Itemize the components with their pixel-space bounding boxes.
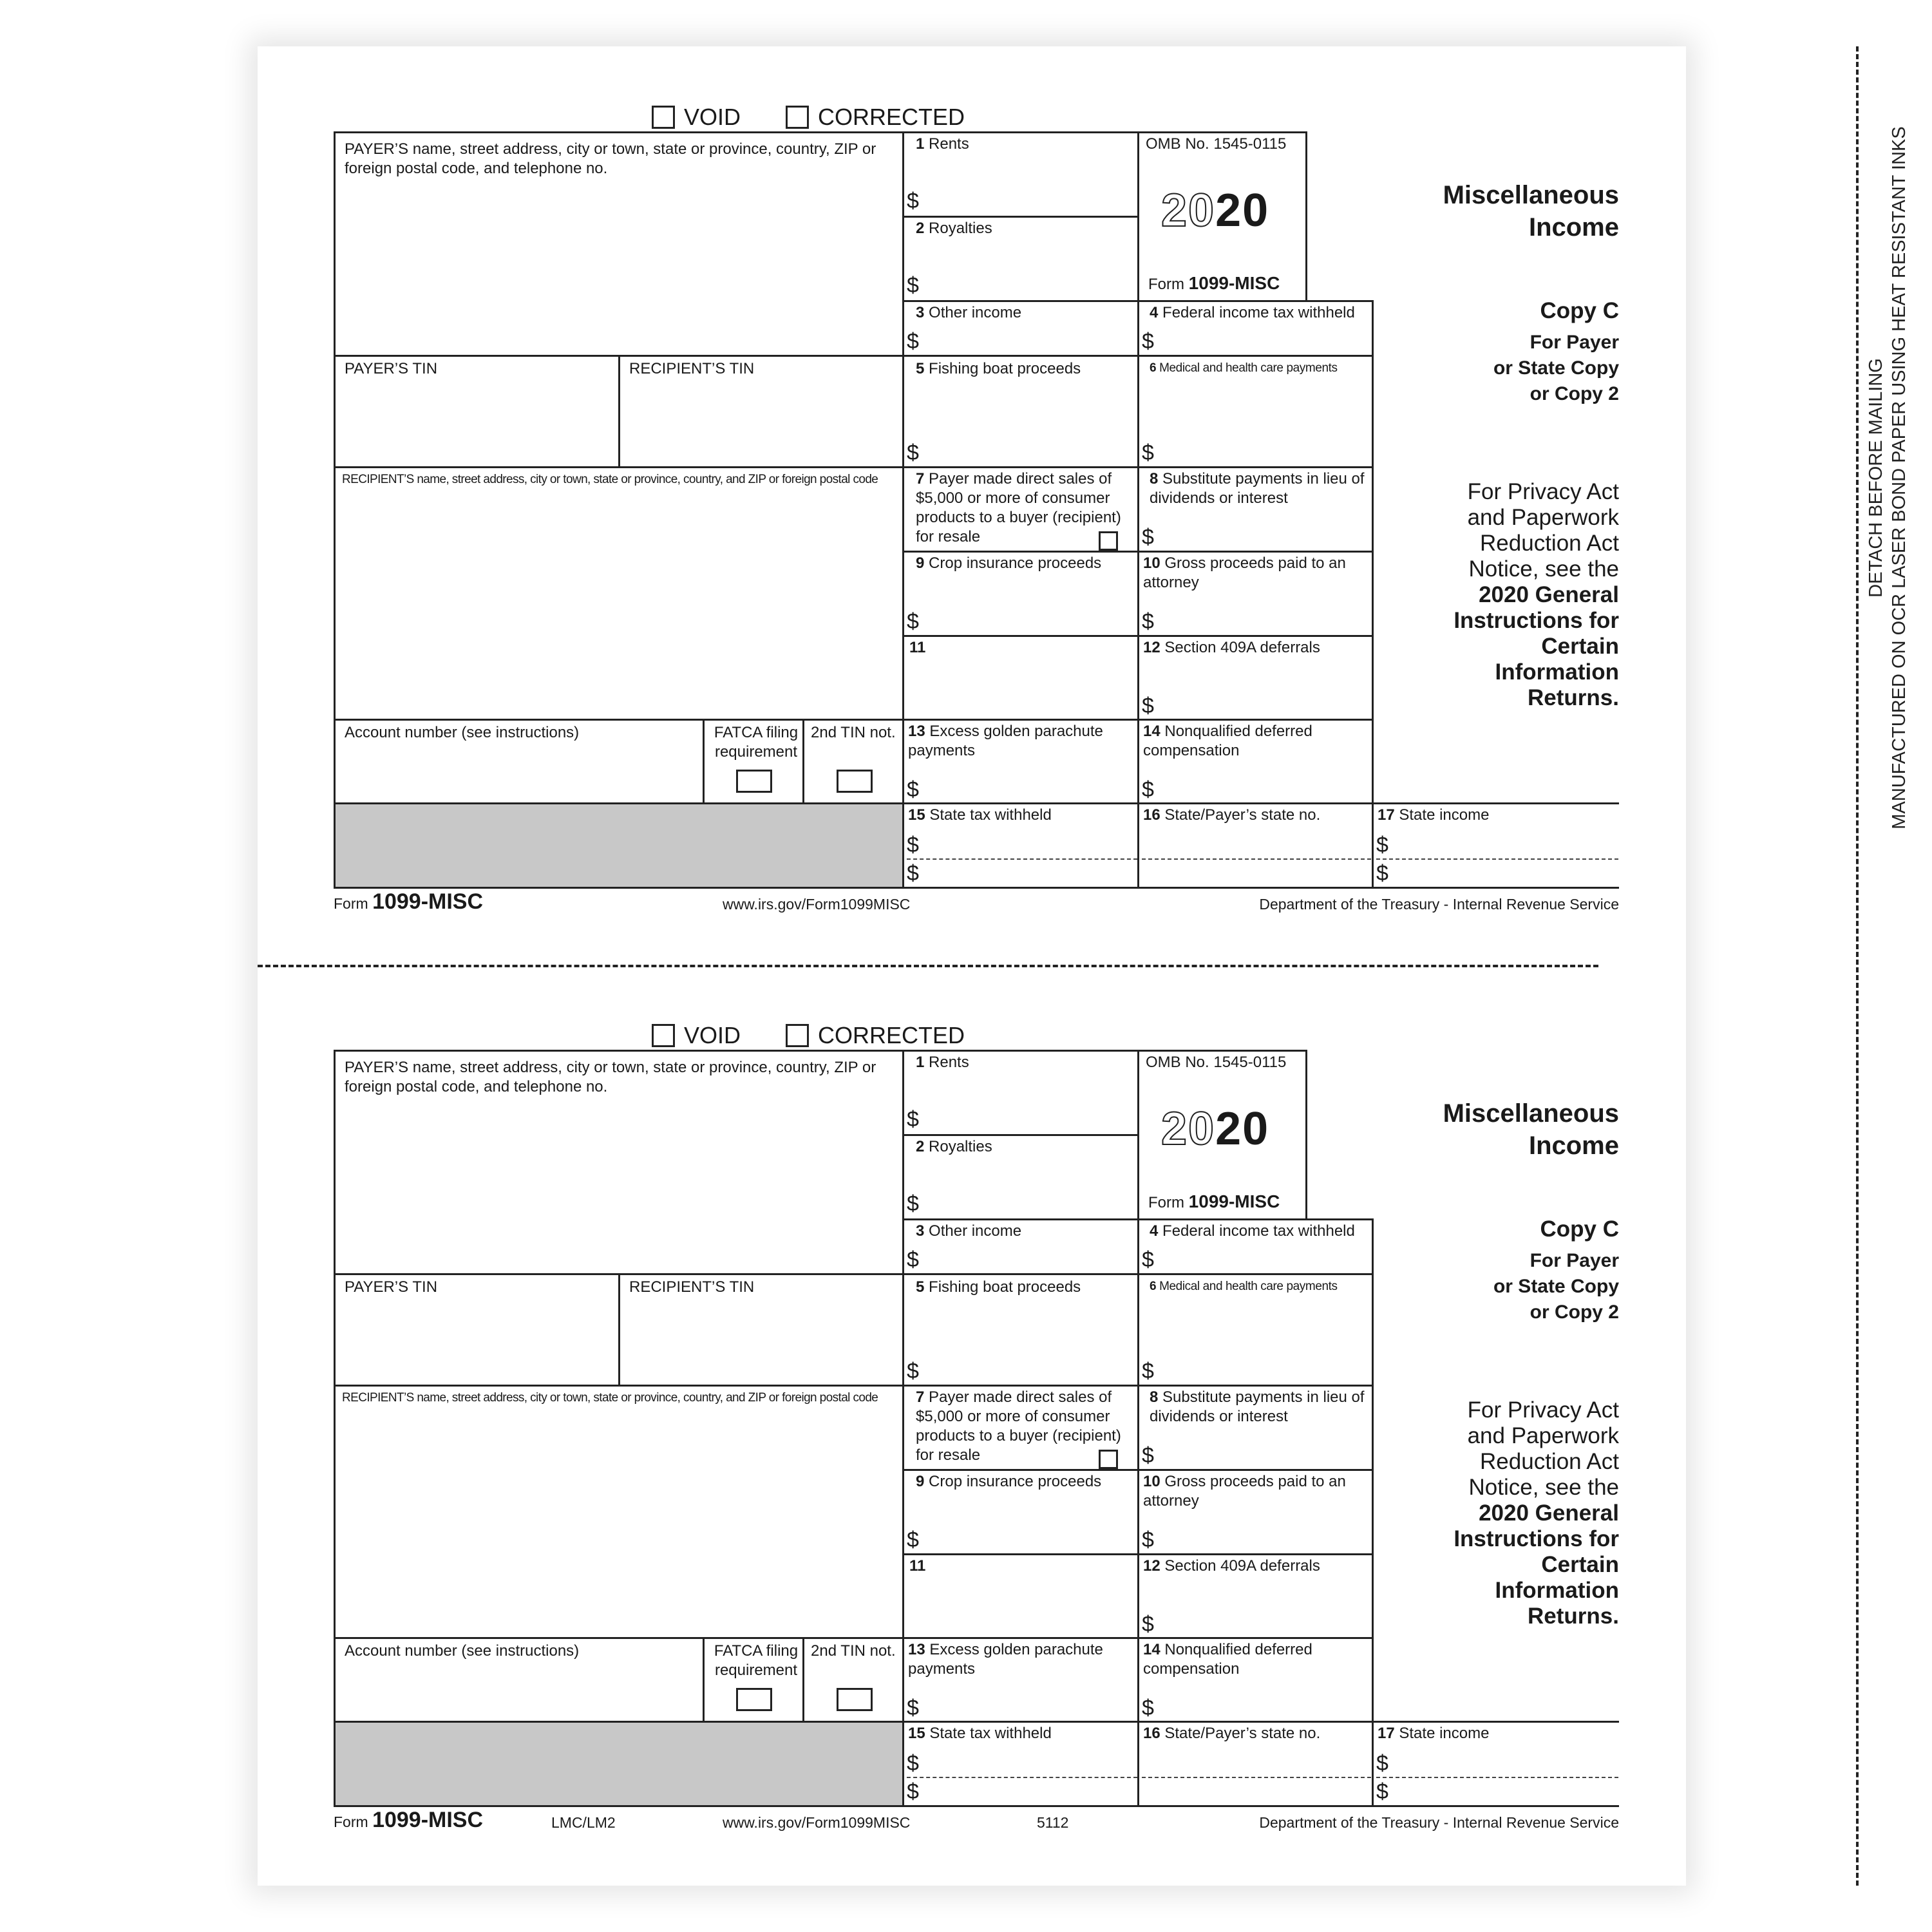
payer-name-label: PAYER’S name, street address, city or town, state or province, country, ZIP or foreign postal code, and telephone no. bbox=[345, 1059, 876, 1095]
box-13-num: 13 bbox=[908, 723, 925, 740]
form-sheet bbox=[258, 46, 1909, 1886]
box-4-federal-withheld[interactable] bbox=[1137, 1218, 1374, 1275]
fatca-checkbox[interactable] bbox=[736, 770, 772, 793]
box-15-label: State tax withheld bbox=[929, 1725, 1052, 1742]
box-4-num: 4 bbox=[1150, 1222, 1159, 1240]
box-16-num: 16 bbox=[1143, 1725, 1160, 1742]
copy-title: Copy C bbox=[1540, 298, 1619, 323]
box-17-label: State income bbox=[1399, 1725, 1490, 1742]
side-text-line1: DETACH BEFORE MAILING bbox=[1866, 358, 1886, 598]
box-10-attorney[interactable] bbox=[1137, 551, 1374, 637]
void-checkbox[interactable] bbox=[652, 1024, 675, 1047]
box-16-state-no[interactable] bbox=[1137, 802, 1374, 889]
second-tin-label: 2nd TIN not. bbox=[811, 724, 896, 741]
box-5-num: 5 bbox=[916, 1278, 925, 1296]
box-13-num: 13 bbox=[908, 1641, 925, 1658]
box-10-num: 10 bbox=[1143, 554, 1160, 572]
copy-sub2: or State Copy bbox=[1493, 357, 1619, 379]
payer-name-field[interactable] bbox=[334, 1050, 904, 1275]
dollar-sign: $ bbox=[907, 1107, 919, 1132]
dollar-sign: $ bbox=[1142, 1696, 1154, 1720]
void-checkbox[interactable] bbox=[652, 106, 675, 129]
dotted-divider bbox=[907, 1777, 1137, 1778]
account-number-label: Account number (see instructions) bbox=[345, 724, 580, 741]
box-9-label: Crop insurance proceeds bbox=[929, 554, 1102, 572]
privacy-7: Certain bbox=[1541, 1552, 1619, 1577]
box-8-num: 8 bbox=[1150, 1388, 1159, 1406]
title-line2: Income bbox=[1528, 1132, 1619, 1160]
dollar-sign: $ bbox=[907, 440, 919, 465]
box-6-label: Medical and health care payments bbox=[1159, 1280, 1338, 1293]
corrected-label: CORRECTED bbox=[818, 1022, 965, 1048]
box-15-label: State tax withheld bbox=[929, 806, 1052, 824]
fatca-label: FATCA filing requirement bbox=[714, 724, 799, 761]
box-14-nonqualified[interactable] bbox=[1137, 1637, 1374, 1723]
box-3-label: Other income bbox=[929, 1222, 1022, 1240]
privacy-7: Certain bbox=[1541, 634, 1619, 659]
dollar-sign: $ bbox=[907, 609, 919, 634]
privacy-2: and Paperwork bbox=[1467, 1423, 1619, 1448]
footer-code-left: LMC/LM2 bbox=[551, 1814, 616, 1831]
title-line1: Miscellaneous bbox=[1443, 181, 1619, 209]
box-2-label: Royalties bbox=[929, 1138, 992, 1155]
box-8-label: Substitute payments in lieu of dividends or interest bbox=[1150, 1388, 1365, 1425]
box-5-num: 5 bbox=[916, 360, 925, 377]
box-13-parachute[interactable] bbox=[902, 1637, 1139, 1723]
box-12-num: 12 bbox=[1143, 1557, 1160, 1575]
account-number-field[interactable] bbox=[334, 1637, 705, 1723]
dollar-sign: $ bbox=[907, 1779, 919, 1804]
recipient-name-field[interactable] bbox=[334, 466, 904, 721]
privacy-3: Reduction Act bbox=[1480, 531, 1619, 556]
box-2-royalties[interactable] bbox=[902, 216, 1139, 302]
box-2-num: 2 bbox=[916, 1138, 925, 1155]
box-10-num: 10 bbox=[1143, 1473, 1160, 1490]
fatca-field bbox=[703, 1637, 804, 1723]
box-8-num: 8 bbox=[1150, 470, 1159, 488]
year-bold: 20 bbox=[1215, 1103, 1270, 1155]
copy-sub3: or Copy 2 bbox=[1530, 383, 1619, 404]
box-5-fishing[interactable] bbox=[902, 355, 1139, 468]
dollar-sign: $ bbox=[907, 329, 919, 354]
recipient-name-label: RECIPIENT’S name, street address, city or town, state or province, country, and ZIP or foreign postal code bbox=[342, 473, 878, 486]
box-7-num: 7 bbox=[916, 470, 925, 488]
dotted-divider bbox=[1376, 1777, 1618, 1778]
box-16-num: 16 bbox=[1143, 806, 1160, 824]
dollar-sign: $ bbox=[1376, 1779, 1388, 1804]
box-2-royalties[interactable] bbox=[902, 1134, 1139, 1220]
form-name: 1099-MISC bbox=[1188, 273, 1280, 293]
payer-name-field[interactable] bbox=[334, 131, 904, 357]
box-10-attorney[interactable] bbox=[1137, 1469, 1374, 1555]
copy-sub3: or Copy 2 bbox=[1530, 1302, 1619, 1323]
privacy-notice bbox=[1378, 479, 1619, 711]
copy-sub2: or State Copy bbox=[1493, 1276, 1619, 1297]
payer-tin-field[interactable] bbox=[334, 1273, 620, 1387]
footer-url[interactable]: www.irs.gov/Form1099MISC bbox=[723, 1814, 911, 1831]
second-tin-checkbox[interactable] bbox=[837, 770, 873, 793]
box-11[interactable] bbox=[902, 1553, 1139, 1639]
box-16-label: State/Payer’s state no. bbox=[1164, 1725, 1321, 1742]
form-title bbox=[1314, 1097, 1619, 1162]
copy-sub1: For Payer bbox=[1530, 332, 1619, 353]
shaded-area bbox=[334, 802, 904, 889]
footer-form-word: Form bbox=[334, 895, 368, 912]
footer-url[interactable]: www.irs.gov/Form1099MISC bbox=[723, 896, 911, 913]
dollar-sign: $ bbox=[1376, 1751, 1388, 1776]
box-8-label: Substitute payments in lieu of dividends or interest bbox=[1150, 470, 1365, 507]
privacy-1: For Privacy Act bbox=[1467, 479, 1619, 504]
form-title bbox=[1314, 179, 1619, 243]
recipient-tin-label: RECIPIENT’S TIN bbox=[629, 1278, 755, 1296]
box-16-state-no[interactable] bbox=[1137, 1721, 1374, 1807]
shaded-area bbox=[334, 1721, 904, 1807]
box-14-label: Nonqualified deferred compensation bbox=[1143, 723, 1312, 759]
dollar-sign: $ bbox=[1142, 1443, 1154, 1468]
dollar-sign: $ bbox=[907, 1247, 919, 1272]
box-12-label: Section 409A deferrals bbox=[1164, 639, 1320, 656]
box-6-num: 6 bbox=[1150, 1280, 1157, 1293]
recipient-tin-field[interactable] bbox=[618, 1273, 904, 1387]
box-3-other-income[interactable] bbox=[902, 300, 1139, 357]
fatca-field bbox=[703, 719, 804, 804]
side-text-line2: MANUFACTURED ON OCR LASER BOND PAPER USING HEAT RESISTANT INKS bbox=[1889, 126, 1909, 829]
box-17-label: State income bbox=[1399, 806, 1490, 824]
privacy-8: Information bbox=[1495, 1578, 1619, 1603]
footer-dept: Department of the Treasury - Internal Revenue Service bbox=[1259, 1814, 1619, 1831]
dollar-sign: $ bbox=[1142, 694, 1154, 718]
dollar-sign: $ bbox=[907, 777, 919, 802]
box-3-label: Other income bbox=[929, 304, 1022, 321]
copy-sub1: For Payer bbox=[1530, 1250, 1619, 1271]
dollar-sign: $ bbox=[1142, 609, 1154, 634]
corrected-checkbox[interactable] bbox=[786, 106, 809, 129]
dollar-sign: $ bbox=[907, 1696, 919, 1720]
box-13-label: Excess golden parachute payments bbox=[908, 723, 1103, 759]
box-10-label: Gross proceeds paid to an attorney bbox=[1143, 554, 1346, 591]
box-7-direct-sales bbox=[902, 466, 1139, 553]
form-name: 1099-MISC bbox=[1188, 1191, 1280, 1211]
dotted-divider bbox=[1376, 858, 1618, 860]
box-6-num: 6 bbox=[1150, 361, 1157, 375]
dollar-sign: $ bbox=[907, 1528, 919, 1552]
box-8-substitute[interactable] bbox=[1137, 1385, 1374, 1471]
box-6-medical[interactable] bbox=[1137, 355, 1374, 468]
box-7-num: 7 bbox=[916, 1388, 925, 1406]
box-12-409a[interactable] bbox=[1137, 1553, 1374, 1639]
privacy-8: Information bbox=[1495, 659, 1619, 685]
box-6-label: Medical and health care payments bbox=[1159, 361, 1338, 375]
privacy-4: Notice, see the bbox=[1468, 1475, 1619, 1500]
second-tin-field bbox=[802, 1637, 904, 1723]
box-4-label: Federal income tax withheld bbox=[1162, 1222, 1355, 1240]
box-7-label: Payer made direct sales of $5,000 or more of consumer products to a buyer (recipient) for resale bbox=[916, 470, 1121, 545]
box-9-label: Crop insurance proceeds bbox=[929, 1473, 1102, 1490]
box-11-num: 11 bbox=[909, 1557, 926, 1575]
box-2-label: Royalties bbox=[929, 220, 992, 237]
box-1-label: Rents bbox=[929, 1054, 969, 1071]
dollar-sign: $ bbox=[1142, 440, 1154, 465]
second-tin-label: 2nd TIN not. bbox=[811, 1642, 896, 1660]
box-14-nonqualified[interactable] bbox=[1137, 719, 1374, 804]
box-13-parachute[interactable] bbox=[902, 719, 1139, 804]
recipient-name-label: RECIPIENT’S name, street address, city or town, state or province, country, and ZIP or foreign postal code bbox=[342, 1391, 878, 1405]
box-17-state-income[interactable] bbox=[1372, 802, 1619, 889]
box-3-num: 3 bbox=[916, 1222, 925, 1240]
dollar-sign: $ bbox=[1142, 1359, 1154, 1383]
box-9-crop[interactable] bbox=[902, 551, 1139, 637]
footer-code-right: 5112 bbox=[1037, 1814, 1069, 1831]
box-4-label: Federal income tax withheld bbox=[1162, 304, 1355, 321]
account-number-label: Account number (see instructions) bbox=[345, 1642, 580, 1660]
corrected-label: CORRECTED bbox=[818, 104, 965, 130]
dollar-sign: $ bbox=[907, 1751, 919, 1776]
privacy-2: and Paperwork bbox=[1467, 505, 1619, 530]
dollar-sign: $ bbox=[907, 861, 919, 886]
box-7-direct-sales bbox=[902, 1385, 1139, 1471]
box-4-federal-withheld[interactable] bbox=[1137, 300, 1374, 357]
box-15-state-withheld[interactable] bbox=[902, 1721, 1139, 1807]
box-5-label: Fishing boat proceeds bbox=[929, 360, 1081, 377]
box-9-num: 9 bbox=[916, 1473, 925, 1490]
box-17-state-income[interactable] bbox=[1372, 1721, 1619, 1807]
recipient-name-field[interactable] bbox=[334, 1385, 904, 1639]
box-14-num: 14 bbox=[1143, 1641, 1160, 1658]
form-copy-top bbox=[258, 46, 1686, 967]
box-12-409a[interactable] bbox=[1137, 635, 1374, 721]
box-15-state-withheld[interactable] bbox=[902, 802, 1139, 889]
omb-year-box bbox=[1137, 131, 1307, 302]
privacy-5: 2020 General bbox=[1479, 1501, 1619, 1526]
dollar-sign: $ bbox=[1142, 525, 1154, 549]
box-17-num: 17 bbox=[1378, 1725, 1395, 1742]
void-label: VOID bbox=[684, 1022, 741, 1048]
year-outline: 20 bbox=[1161, 1103, 1216, 1155]
dotted-divider bbox=[1142, 1777, 1371, 1778]
second-tin-checkbox[interactable] bbox=[837, 1688, 873, 1711]
payer-tin-label: PAYER’S TIN bbox=[345, 360, 438, 377]
privacy-6: Instructions for bbox=[1454, 608, 1619, 633]
box-14-num: 14 bbox=[1143, 723, 1160, 740]
copy-subtitle bbox=[1391, 1248, 1619, 1325]
box-7-label: Payer made direct sales of $5,000 or more of consumer products to a buyer (recipient) for resale bbox=[916, 1388, 1121, 1464]
dollar-sign: $ bbox=[1142, 1247, 1154, 1272]
dollar-sign: $ bbox=[907, 189, 919, 213]
box-17-num: 17 bbox=[1378, 806, 1395, 824]
void-label: VOID bbox=[684, 104, 741, 130]
privacy-5: 2020 General bbox=[1479, 582, 1619, 607]
privacy-9: Returns. bbox=[1528, 685, 1619, 710]
dotted-divider bbox=[907, 858, 1137, 860]
privacy-notice bbox=[1378, 1397, 1619, 1629]
box-5-label: Fishing boat proceeds bbox=[929, 1278, 1081, 1296]
footer-form-name: 1099-MISC bbox=[372, 889, 484, 914]
dollar-sign: $ bbox=[1142, 777, 1154, 802]
box-12-num: 12 bbox=[1143, 639, 1160, 656]
corrected-checkbox[interactable] bbox=[786, 1024, 809, 1047]
box-15-num: 15 bbox=[908, 806, 925, 824]
box-11[interactable] bbox=[902, 635, 1139, 721]
dollar-sign: $ bbox=[1142, 329, 1154, 354]
box-7-checkbox[interactable] bbox=[1099, 1450, 1118, 1469]
title-line1: Miscellaneous bbox=[1443, 1099, 1619, 1128]
privacy-3: Reduction Act bbox=[1480, 1449, 1619, 1474]
fatca-label: FATCA filing requirement bbox=[714, 1642, 799, 1679]
footer-dept: Department of the Treasury - Internal Revenue Service bbox=[1259, 896, 1619, 913]
box-2-num: 2 bbox=[916, 220, 925, 237]
box-9-crop[interactable] bbox=[902, 1469, 1139, 1555]
recipient-tin-label: RECIPIENT’S TIN bbox=[629, 360, 755, 377]
box-7-checkbox[interactable] bbox=[1099, 531, 1118, 551]
box-16-label: State/Payer’s state no. bbox=[1164, 806, 1321, 824]
privacy-1: For Privacy Act bbox=[1467, 1397, 1619, 1423]
footer-form-word: Form bbox=[334, 1814, 368, 1830]
box-3-other-income[interactable] bbox=[902, 1218, 1139, 1275]
box-14-label: Nonqualified deferred compensation bbox=[1143, 1641, 1312, 1678]
payer-tin-label: PAYER’S TIN bbox=[345, 1278, 438, 1296]
footer-form-name: 1099-MISC bbox=[372, 1808, 484, 1832]
box-13-label: Excess golden parachute payments bbox=[908, 1641, 1103, 1678]
omb-number: OMB No. 1545-0115 bbox=[1146, 135, 1287, 153]
box-4-num: 4 bbox=[1150, 304, 1159, 321]
copy-title: Copy C bbox=[1540, 1217, 1619, 1242]
dollar-sign: $ bbox=[1142, 1528, 1154, 1552]
dotted-divider bbox=[1142, 858, 1371, 860]
omb-year-box bbox=[1137, 1050, 1307, 1220]
dollar-sign: $ bbox=[907, 833, 919, 857]
box-1-rents[interactable] bbox=[902, 1050, 1139, 1136]
box-8-substitute[interactable] bbox=[1137, 466, 1374, 553]
dollar-sign: $ bbox=[907, 1191, 919, 1216]
dollar-sign: $ bbox=[907, 273, 919, 298]
form-copy-bottom bbox=[258, 965, 1686, 1886]
omb-number: OMB No. 1545-0115 bbox=[1146, 1054, 1287, 1071]
title-line2: Income bbox=[1528, 213, 1619, 242]
copy-subtitle bbox=[1391, 330, 1619, 407]
box-9-num: 9 bbox=[916, 554, 925, 572]
detach-line-vertical bbox=[1856, 46, 1859, 1886]
box-12-label: Section 409A deferrals bbox=[1164, 1557, 1320, 1575]
year-bold: 20 bbox=[1215, 185, 1270, 236]
box-1-rents[interactable] bbox=[902, 131, 1139, 218]
privacy-9: Returns. bbox=[1528, 1604, 1619, 1629]
box-3-num: 3 bbox=[916, 304, 925, 321]
account-number-field[interactable] bbox=[334, 719, 705, 804]
box-1-num: 1 bbox=[916, 135, 925, 153]
form-word: Form bbox=[1148, 1194, 1184, 1211]
payer-name-label: PAYER’S name, street address, city or town, state or province, country, ZIP or foreign postal code, and telephone no. bbox=[345, 140, 876, 177]
privacy-4: Notice, see the bbox=[1468, 556, 1619, 582]
dollar-sign: $ bbox=[907, 1359, 919, 1383]
payer-tin-field[interactable] bbox=[334, 355, 620, 468]
box-10-label: Gross proceeds paid to an attorney bbox=[1143, 1473, 1346, 1510]
second-tin-field bbox=[802, 719, 904, 804]
box-15-num: 15 bbox=[908, 1725, 925, 1742]
box-11-num: 11 bbox=[909, 639, 926, 656]
box-1-num: 1 bbox=[916, 1054, 925, 1071]
dollar-sign: $ bbox=[1376, 833, 1388, 857]
fatca-checkbox[interactable] bbox=[736, 1688, 772, 1711]
form-word: Form bbox=[1148, 276, 1184, 293]
side-text bbox=[1864, 91, 1911, 864]
recipient-tin-field[interactable] bbox=[618, 355, 904, 468]
privacy-6: Instructions for bbox=[1454, 1526, 1619, 1551]
year-outline: 20 bbox=[1161, 185, 1216, 236]
dollar-sign: $ bbox=[1376, 861, 1388, 886]
dollar-sign: $ bbox=[1142, 1612, 1154, 1636]
box-6-medical[interactable] bbox=[1137, 1273, 1374, 1387]
box-5-fishing[interactable] bbox=[902, 1273, 1139, 1387]
box-1-label: Rents bbox=[929, 135, 969, 153]
